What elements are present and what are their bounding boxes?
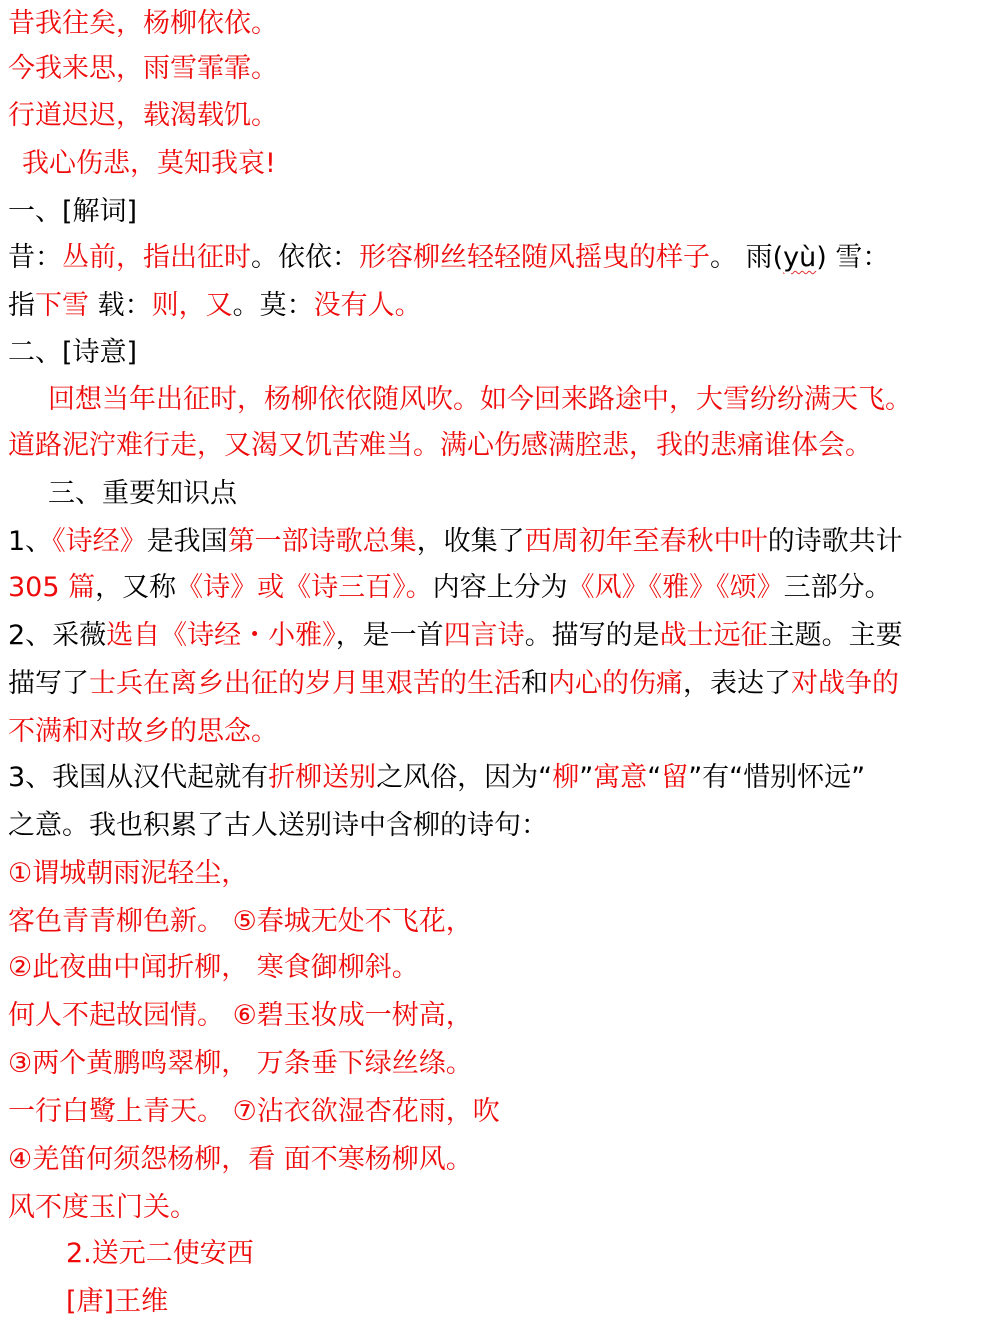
glossary-term: 。莫： <box>232 290 314 321</box>
text-run: 寓意 <box>593 762 648 793</box>
glossary-line-2 <box>8 282 422 330</box>
glossary-definition: 下雪 <box>35 290 89 321</box>
text-run: ，是一首 <box>335 620 444 651</box>
text-run: 305 篇 <box>8 572 96 603</box>
glossary-term: 载： <box>89 290 152 321</box>
text-run: ，又称 <box>95 572 177 603</box>
verse-line: 一行白鹭上青天。 ⑦沾衣欲湿杏花雨，吹 <box>8 1096 500 1127</box>
glossary-term: 指 <box>8 290 35 321</box>
text-run: 。描写的是 <box>524 620 660 651</box>
poem-line-1: 昔我往矣，杨柳依依。 <box>8 8 278 39</box>
knowledge-item-1-line-1 <box>8 518 903 566</box>
glossary-definition: 丛前，指出征时 <box>62 242 251 273</box>
glossary-line-1 <box>8 234 889 282</box>
knowledge-item-2-line-1 <box>8 612 903 660</box>
text-run: 三部分。 <box>783 572 892 603</box>
translation-line-2: 道路泥泞难行走，又渴又饥苦难当。满心伤感满腔悲，我的悲痛谁体会。 <box>8 430 872 461</box>
text-run: 是我国 <box>146 526 228 557</box>
verse-line: ②此夜曲中闻折柳， 寒食御柳斜。 <box>8 952 419 983</box>
text-run: 3、我国从汉代起就有 <box>8 762 269 793</box>
text-run: 折柳送别 <box>268 762 377 793</box>
text-run: ”有“惜别怀远” <box>688 762 866 793</box>
poem-line-2: 今我来思，雨雪霏霏。 <box>8 53 278 84</box>
glossary-term: ) 雪： <box>816 242 890 273</box>
text-run: 描写了 <box>8 668 89 699</box>
text-run: 《诗经》 <box>52 526 147 557</box>
knowledge-item-2-line-2 <box>8 660 899 708</box>
text-run: 选自《诗经・小雅》 <box>106 620 336 651</box>
text-run: 留 <box>661 762 689 793</box>
text-run: 战士远征 <box>659 620 768 651</box>
pinyin-annotation: yù <box>783 242 817 273</box>
glossary-definition: 形容柳丝轻轻随风摇曳的样子 <box>359 242 710 273</box>
glossary-term: 。依依： <box>251 242 359 273</box>
next-poem-title: 2.送元二使安西 <box>66 1238 254 1269</box>
knowledge-item-1-line-2 <box>8 564 892 612</box>
section2-heading: 二、[诗意] <box>8 337 138 368</box>
glossary-term: 。 雨( <box>710 242 784 273</box>
glossary-definition: 没有人。 <box>313 290 422 321</box>
poem-line-4: 我心伤悲，莫知我哀! <box>22 148 276 179</box>
text-run: 之风俗，因为“ <box>376 762 553 793</box>
text-run: ，表达了 <box>683 668 791 699</box>
section3-heading: 三、重要知识点 <box>48 478 237 509</box>
verse-line: 客色青青柳色新。 ⑤春城无处不飞花， <box>8 906 473 937</box>
glossary-term: 昔： <box>8 242 62 273</box>
text-run: 主题。主要 <box>767 620 903 651</box>
text-run: 对战争的 <box>791 668 899 699</box>
verse-line: ①谓城朝雨泥轻尘， <box>8 858 249 889</box>
text-run: 西周初年至春秋中叶 <box>524 526 768 557</box>
text-run: 《诗》或《诗三百》。 <box>176 572 433 603</box>
text-run: ” <box>579 762 594 793</box>
text-run: 的诗歌共计 <box>767 526 903 557</box>
section1-heading: 一、[解词] <box>8 196 138 227</box>
verse-line: 风不度玉门关。 <box>8 1192 197 1223</box>
text-run: 2、采薇 <box>8 620 107 651</box>
poem-line-3: 行道迟迟，载渴载饥。 <box>8 100 278 131</box>
glossary-definition: 则，又 <box>151 290 233 321</box>
verse-line: ④羌笛何须怨杨柳，看 面不寒杨柳风。 <box>8 1144 473 1175</box>
knowledge-item-3-line-2: 之意。我也积累了古人送别诗中含柳的诗句： <box>8 810 548 841</box>
text-run: 柳 <box>552 762 580 793</box>
text-run: “ <box>647 762 662 793</box>
text-run: 内心的伤痛 <box>548 668 683 699</box>
text-run: 1、 <box>8 526 53 557</box>
translation-line-1: 回想当年出征时，杨柳依依随风吹。如今回来路途中，大雪纷纷满天飞。 <box>48 384 912 415</box>
text-run: 第一部诗歌总集 <box>227 526 417 557</box>
knowledge-item-3-line-1 <box>8 754 865 802</box>
text-run: ，收集了 <box>416 526 525 557</box>
text-run: 《风》《雅》《颂》 <box>567 572 784 603</box>
verse-line: ③两个黄鹏鸣翠柳， 万条垂下绿丝绦。 <box>8 1048 473 1079</box>
text-run: 士兵在离乡出征的岁月里艰苦的生活 <box>89 668 521 699</box>
text-run: 和 <box>521 668 548 699</box>
text-run: 内容上分为 <box>432 572 568 603</box>
next-poem-author: [唐]王维 <box>66 1286 169 1317</box>
knowledge-item-2-line-3: 不满和对故乡的思念。 <box>8 716 278 747</box>
verse-line: 何人不起故园情。 ⑥碧玉妆成一树高， <box>8 1000 473 1031</box>
text-run: 四言诗 <box>443 620 525 651</box>
